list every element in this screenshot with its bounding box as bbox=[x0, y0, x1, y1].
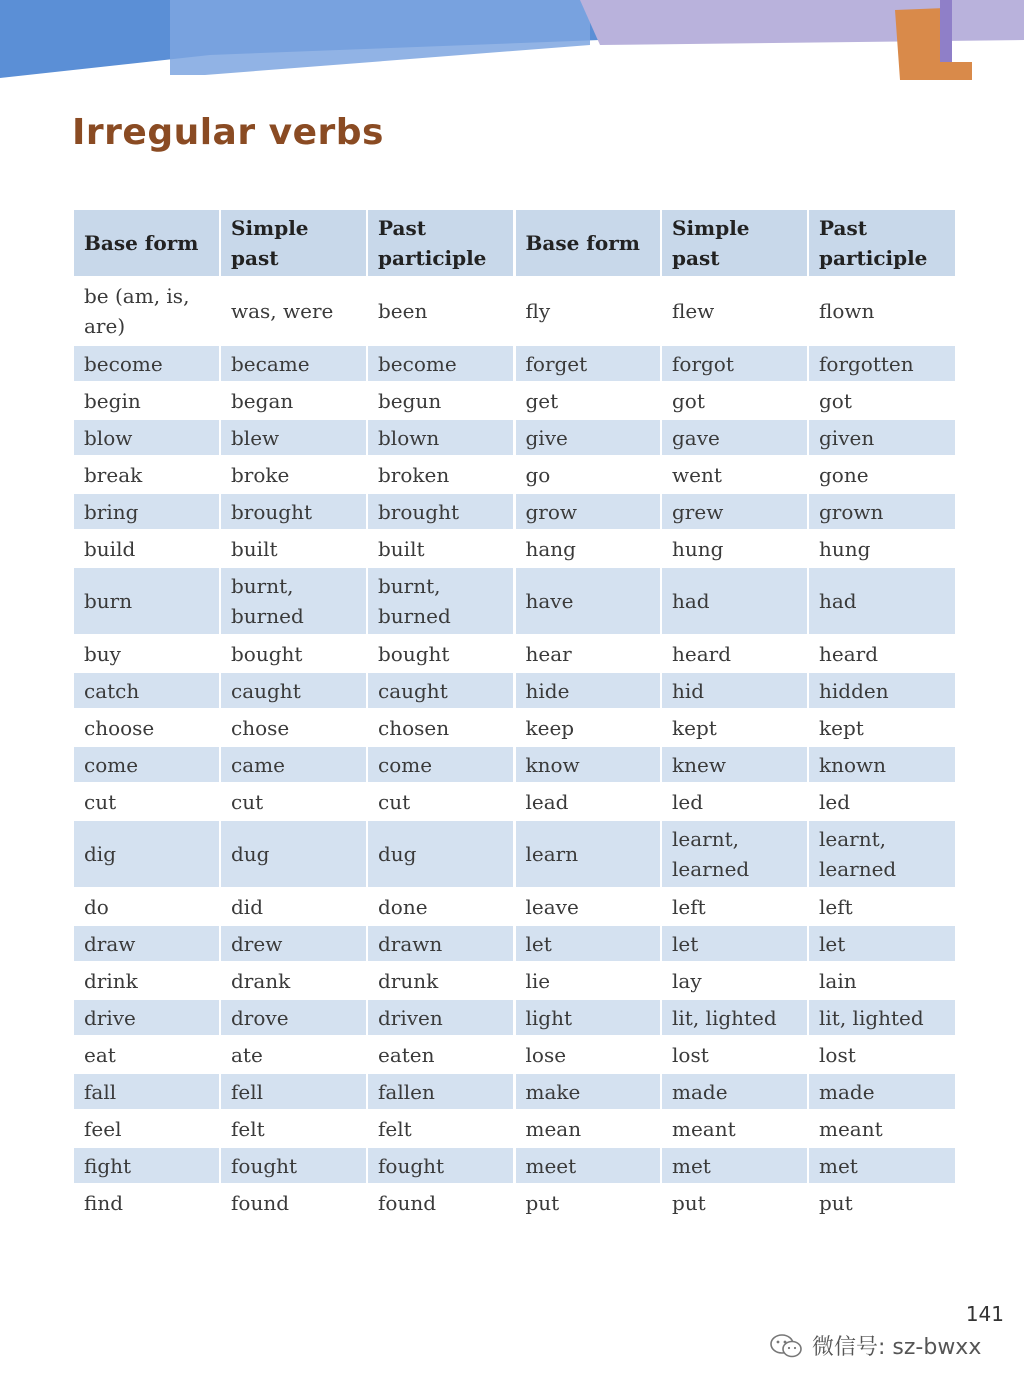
table-cell: broken bbox=[367, 456, 514, 493]
table-cell: bought bbox=[367, 635, 514, 672]
table-cell: make bbox=[514, 1073, 661, 1110]
table-cell: got bbox=[661, 382, 808, 419]
table-row bbox=[73, 567, 955, 635]
table-row bbox=[73, 962, 955, 999]
table-cell: meant bbox=[661, 1110, 808, 1147]
table-cell: met bbox=[808, 1147, 955, 1184]
table-cell: eaten bbox=[367, 1036, 514, 1073]
table-cell: drank bbox=[220, 962, 367, 999]
table-cell: lie bbox=[514, 962, 661, 999]
table-cell: lead bbox=[514, 783, 661, 820]
table-row bbox=[73, 345, 955, 382]
table-cell: cut bbox=[220, 783, 367, 820]
table-cell: burnt, burned bbox=[367, 567, 514, 635]
table-cell: got bbox=[808, 382, 955, 419]
header-base-form: Base form bbox=[514, 209, 661, 277]
table-cell: learnt, learned bbox=[661, 820, 808, 888]
header-simple-past: Simple past bbox=[220, 209, 367, 277]
table-cell: met bbox=[661, 1147, 808, 1184]
table-cell: fought bbox=[367, 1147, 514, 1184]
table-row bbox=[73, 925, 955, 962]
table-cell: drive bbox=[73, 999, 220, 1036]
table-row bbox=[73, 419, 955, 456]
table-cell: fallen bbox=[367, 1073, 514, 1110]
table-cell: get bbox=[514, 382, 661, 419]
table-cell: gave bbox=[661, 419, 808, 456]
table-cell: kept bbox=[661, 709, 808, 746]
table-cell: become bbox=[367, 345, 514, 382]
table-cell: burn bbox=[73, 567, 220, 635]
table-cell: forgot bbox=[661, 345, 808, 382]
table-cell: forget bbox=[514, 345, 661, 382]
table-row bbox=[73, 672, 955, 709]
table-row bbox=[73, 1184, 955, 1221]
table-cell: brought bbox=[367, 493, 514, 530]
table-cell: come bbox=[367, 746, 514, 783]
table-cell: lost bbox=[661, 1036, 808, 1073]
table-cell: blew bbox=[220, 419, 367, 456]
table-cell: buy bbox=[73, 635, 220, 672]
table-cell: go bbox=[514, 456, 661, 493]
table-row bbox=[73, 1073, 955, 1110]
table-cell: lit, lighted bbox=[808, 999, 955, 1036]
table-cell: lost bbox=[808, 1036, 955, 1073]
table-cell: hide bbox=[514, 672, 661, 709]
table-row bbox=[73, 1110, 955, 1147]
table-cell: dig bbox=[73, 820, 220, 888]
table-cell: came bbox=[220, 746, 367, 783]
table-row bbox=[73, 277, 955, 345]
table-cell: hid bbox=[661, 672, 808, 709]
table-cell: heard bbox=[808, 635, 955, 672]
table-cell: leave bbox=[514, 888, 661, 925]
table-cell: caught bbox=[367, 672, 514, 709]
table-cell: lose bbox=[514, 1036, 661, 1073]
table-row bbox=[73, 999, 955, 1036]
table-cell: meet bbox=[514, 1147, 661, 1184]
table-cell: know bbox=[514, 746, 661, 783]
table-cell: come bbox=[73, 746, 220, 783]
table-cell: felt bbox=[367, 1110, 514, 1147]
table-cell: build bbox=[73, 530, 220, 567]
table-cell: driven bbox=[367, 999, 514, 1036]
table-cell: be (am, is, are) bbox=[73, 277, 220, 345]
header-past-participle: Past participle bbox=[808, 209, 955, 277]
table-cell: catch bbox=[73, 672, 220, 709]
table-cell: break bbox=[73, 456, 220, 493]
table-row bbox=[73, 382, 955, 419]
table-cell: eat bbox=[73, 1036, 220, 1073]
table-cell: flew bbox=[661, 277, 808, 345]
table-row bbox=[73, 783, 955, 820]
table-cell: hung bbox=[661, 530, 808, 567]
table-cell: felt bbox=[220, 1110, 367, 1147]
table-cell: chosen bbox=[367, 709, 514, 746]
table-row bbox=[73, 456, 955, 493]
page-number: 141 bbox=[965, 1302, 1004, 1326]
table-cell: begin bbox=[73, 382, 220, 419]
table-cell: grow bbox=[514, 493, 661, 530]
table-cell: do bbox=[73, 888, 220, 925]
table-cell: chose bbox=[220, 709, 367, 746]
table-cell: drink bbox=[73, 962, 220, 999]
table-cell: dug bbox=[367, 820, 514, 888]
table-cell: blow bbox=[73, 419, 220, 456]
header-base-form: Base form bbox=[73, 209, 220, 277]
table-cell: lain bbox=[808, 962, 955, 999]
table-row bbox=[73, 888, 955, 925]
table-row bbox=[73, 530, 955, 567]
table-cell: fly bbox=[514, 277, 661, 345]
table-cell: grown bbox=[808, 493, 955, 530]
table-cell: choose bbox=[73, 709, 220, 746]
table-cell: fought bbox=[220, 1147, 367, 1184]
table-cell: built bbox=[367, 530, 514, 567]
table-cell: had bbox=[808, 567, 955, 635]
table-cell: mean bbox=[514, 1110, 661, 1147]
table-cell: been bbox=[367, 277, 514, 345]
table-cell: built bbox=[220, 530, 367, 567]
table-cell: had bbox=[661, 567, 808, 635]
table-cell: knew bbox=[661, 746, 808, 783]
table-body bbox=[73, 277, 955, 1221]
table-cell: become bbox=[73, 345, 220, 382]
table-cell: given bbox=[808, 419, 955, 456]
table-row bbox=[73, 709, 955, 746]
table-cell: let bbox=[808, 925, 955, 962]
table-cell: bought bbox=[220, 635, 367, 672]
table-cell: blown bbox=[367, 419, 514, 456]
table-cell: broke bbox=[220, 456, 367, 493]
table-cell: put bbox=[661, 1184, 808, 1221]
table-cell: feel bbox=[73, 1110, 220, 1147]
table-cell: hidden bbox=[808, 672, 955, 709]
table-cell: lay bbox=[661, 962, 808, 999]
table-cell: grew bbox=[661, 493, 808, 530]
table-header-row bbox=[73, 209, 955, 277]
table-cell: hung bbox=[808, 530, 955, 567]
table-cell: hear bbox=[514, 635, 661, 672]
table-row bbox=[73, 1147, 955, 1184]
table-cell: have bbox=[514, 567, 661, 635]
table-cell: put bbox=[808, 1184, 955, 1221]
table-cell: find bbox=[73, 1184, 220, 1221]
table-cell: made bbox=[808, 1073, 955, 1110]
table-cell: begun bbox=[367, 382, 514, 419]
table-cell: keep bbox=[514, 709, 661, 746]
table-cell: caught bbox=[220, 672, 367, 709]
table-row bbox=[73, 746, 955, 783]
table-cell: burnt, burned bbox=[220, 567, 367, 635]
table-row bbox=[73, 493, 955, 530]
table-cell: cut bbox=[73, 783, 220, 820]
table-row bbox=[73, 820, 955, 888]
table-cell: drawn bbox=[367, 925, 514, 962]
table-cell: gone bbox=[808, 456, 955, 493]
table-row bbox=[73, 1036, 955, 1073]
table-cell: fight bbox=[73, 1147, 220, 1184]
table-cell: left bbox=[808, 888, 955, 925]
irregular-verbs-table bbox=[72, 208, 955, 1222]
watermark-text: 微信号: sz-bwxx bbox=[812, 1335, 982, 1360]
table-cell: brought bbox=[220, 493, 367, 530]
table-cell: meant bbox=[808, 1110, 955, 1147]
table-cell: let bbox=[514, 925, 661, 962]
table-cell: hang bbox=[514, 530, 661, 567]
table-cell: ate bbox=[220, 1036, 367, 1073]
table-cell: lit, lighted bbox=[661, 999, 808, 1036]
table-cell: found bbox=[367, 1184, 514, 1221]
table-cell: kept bbox=[808, 709, 955, 746]
table-cell: let bbox=[661, 925, 808, 962]
table-cell: put bbox=[514, 1184, 661, 1221]
table-cell: did bbox=[220, 888, 367, 925]
table-cell: forgotten bbox=[808, 345, 955, 382]
table-cell: draw bbox=[73, 925, 220, 962]
table-cell: was, were bbox=[220, 277, 367, 345]
table-cell: fell bbox=[220, 1073, 367, 1110]
header-past-participle: Past participle bbox=[367, 209, 514, 277]
table-cell: give bbox=[514, 419, 661, 456]
header-simple-past: Simple past bbox=[661, 209, 808, 277]
table-cell: light bbox=[514, 999, 661, 1036]
table-cell: drove bbox=[220, 999, 367, 1036]
table-cell: made bbox=[661, 1073, 808, 1110]
table-cell: learn bbox=[514, 820, 661, 888]
table-cell: learnt, learned bbox=[808, 820, 955, 888]
table-cell: began bbox=[220, 382, 367, 419]
table-cell: led bbox=[661, 783, 808, 820]
table-cell: done bbox=[367, 888, 514, 925]
table-cell: fall bbox=[73, 1073, 220, 1110]
table-cell: cut bbox=[367, 783, 514, 820]
table-cell: drunk bbox=[367, 962, 514, 999]
page-title: Irregular verbs bbox=[72, 112, 384, 153]
header-banner bbox=[0, 0, 1024, 90]
table-cell: drew bbox=[220, 925, 367, 962]
table-cell: heard bbox=[661, 635, 808, 672]
table-cell: left bbox=[661, 888, 808, 925]
table-cell: bring bbox=[73, 493, 220, 530]
wechat-icon bbox=[770, 1333, 804, 1359]
table-cell: flown bbox=[808, 277, 955, 345]
table-cell: became bbox=[220, 345, 367, 382]
table-cell: went bbox=[661, 456, 808, 493]
table-cell: led bbox=[808, 783, 955, 820]
table-cell: found bbox=[220, 1184, 367, 1221]
watermark bbox=[770, 1330, 981, 1361]
table-cell: known bbox=[808, 746, 955, 783]
table-cell: dug bbox=[220, 820, 367, 888]
table-row bbox=[73, 635, 955, 672]
